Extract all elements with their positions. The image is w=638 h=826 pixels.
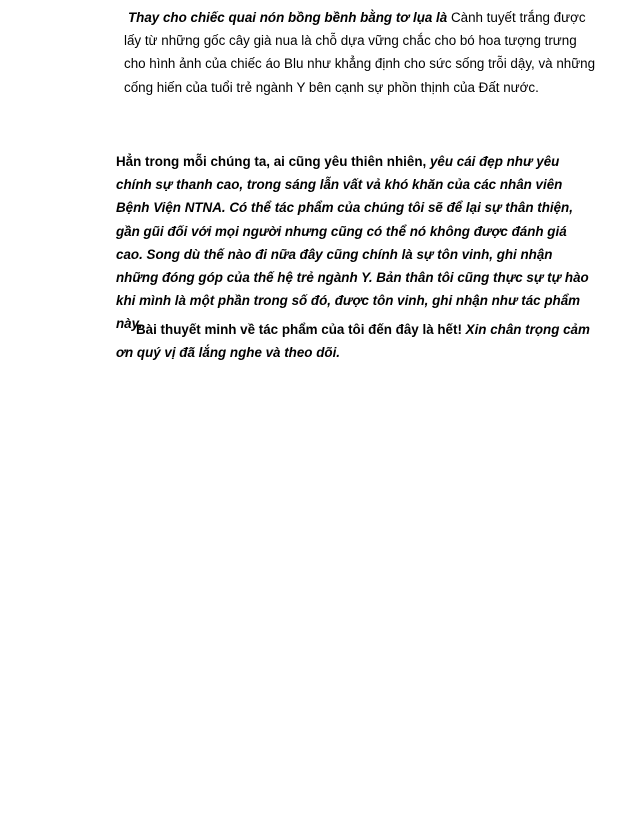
- paragraph-body-text: Xin chân trọng cảm ơn quý vị đã lắng nghe và theo dõi.: [116, 322, 590, 361]
- paragraph-body-text: yêu cái đẹp như yêu chính sự thanh cao, trong sáng lẫn vất vả khó khăn của các nhân viên Bệnh Viện NTNA. Có thể tác phẩm của chúng tôi sẽ để lại sự thân thiện, gần gũi đối với mọi người nhưng cũng có thể nó không được đánh giá cao. Song dù thế nào đi nữa đây cũng chính là sự tôn vinh, ghi nhận những đóng góp của thế hệ trẻ ngành Y. Bản thân tôi cũng thực sự tự hào khi mình là một phần trong số đó, được tôn vinh, ghi nhận như tác phẩm này.: [116, 154, 589, 332]
- paragraph-lead-text: Thay cho chiếc quai nón bồng bềnh bằng tơ lụa là: [128, 10, 448, 25]
- paragraph-lead-text: Bài thuyết minh về tác phẩm của tôi đến đây là hết!: [136, 322, 462, 337]
- paragraph-cluster-description: [124, 6, 600, 99]
- paragraph-lead-text: Hẳn trong mỗi chúng ta, ai cũng yêu thiên nhiên,: [116, 154, 427, 169]
- paragraph-closing-thanks: [116, 318, 594, 364]
- paragraph-nature-appreciation: [116, 150, 594, 336]
- paragraph-body-text: Cành tuyết trắng được lấy từ những gốc cây già nua là chỗ dựa vững chắc cho bó hoa tượng trưng cho hình ảnh của chiếc áo Blu như khẳng định cho sức sống trỗi dậy, và những cống hiến của tuổi trẻ ngành Y bên cạnh sự phồn thịnh của Đất nước.: [124, 10, 596, 95]
